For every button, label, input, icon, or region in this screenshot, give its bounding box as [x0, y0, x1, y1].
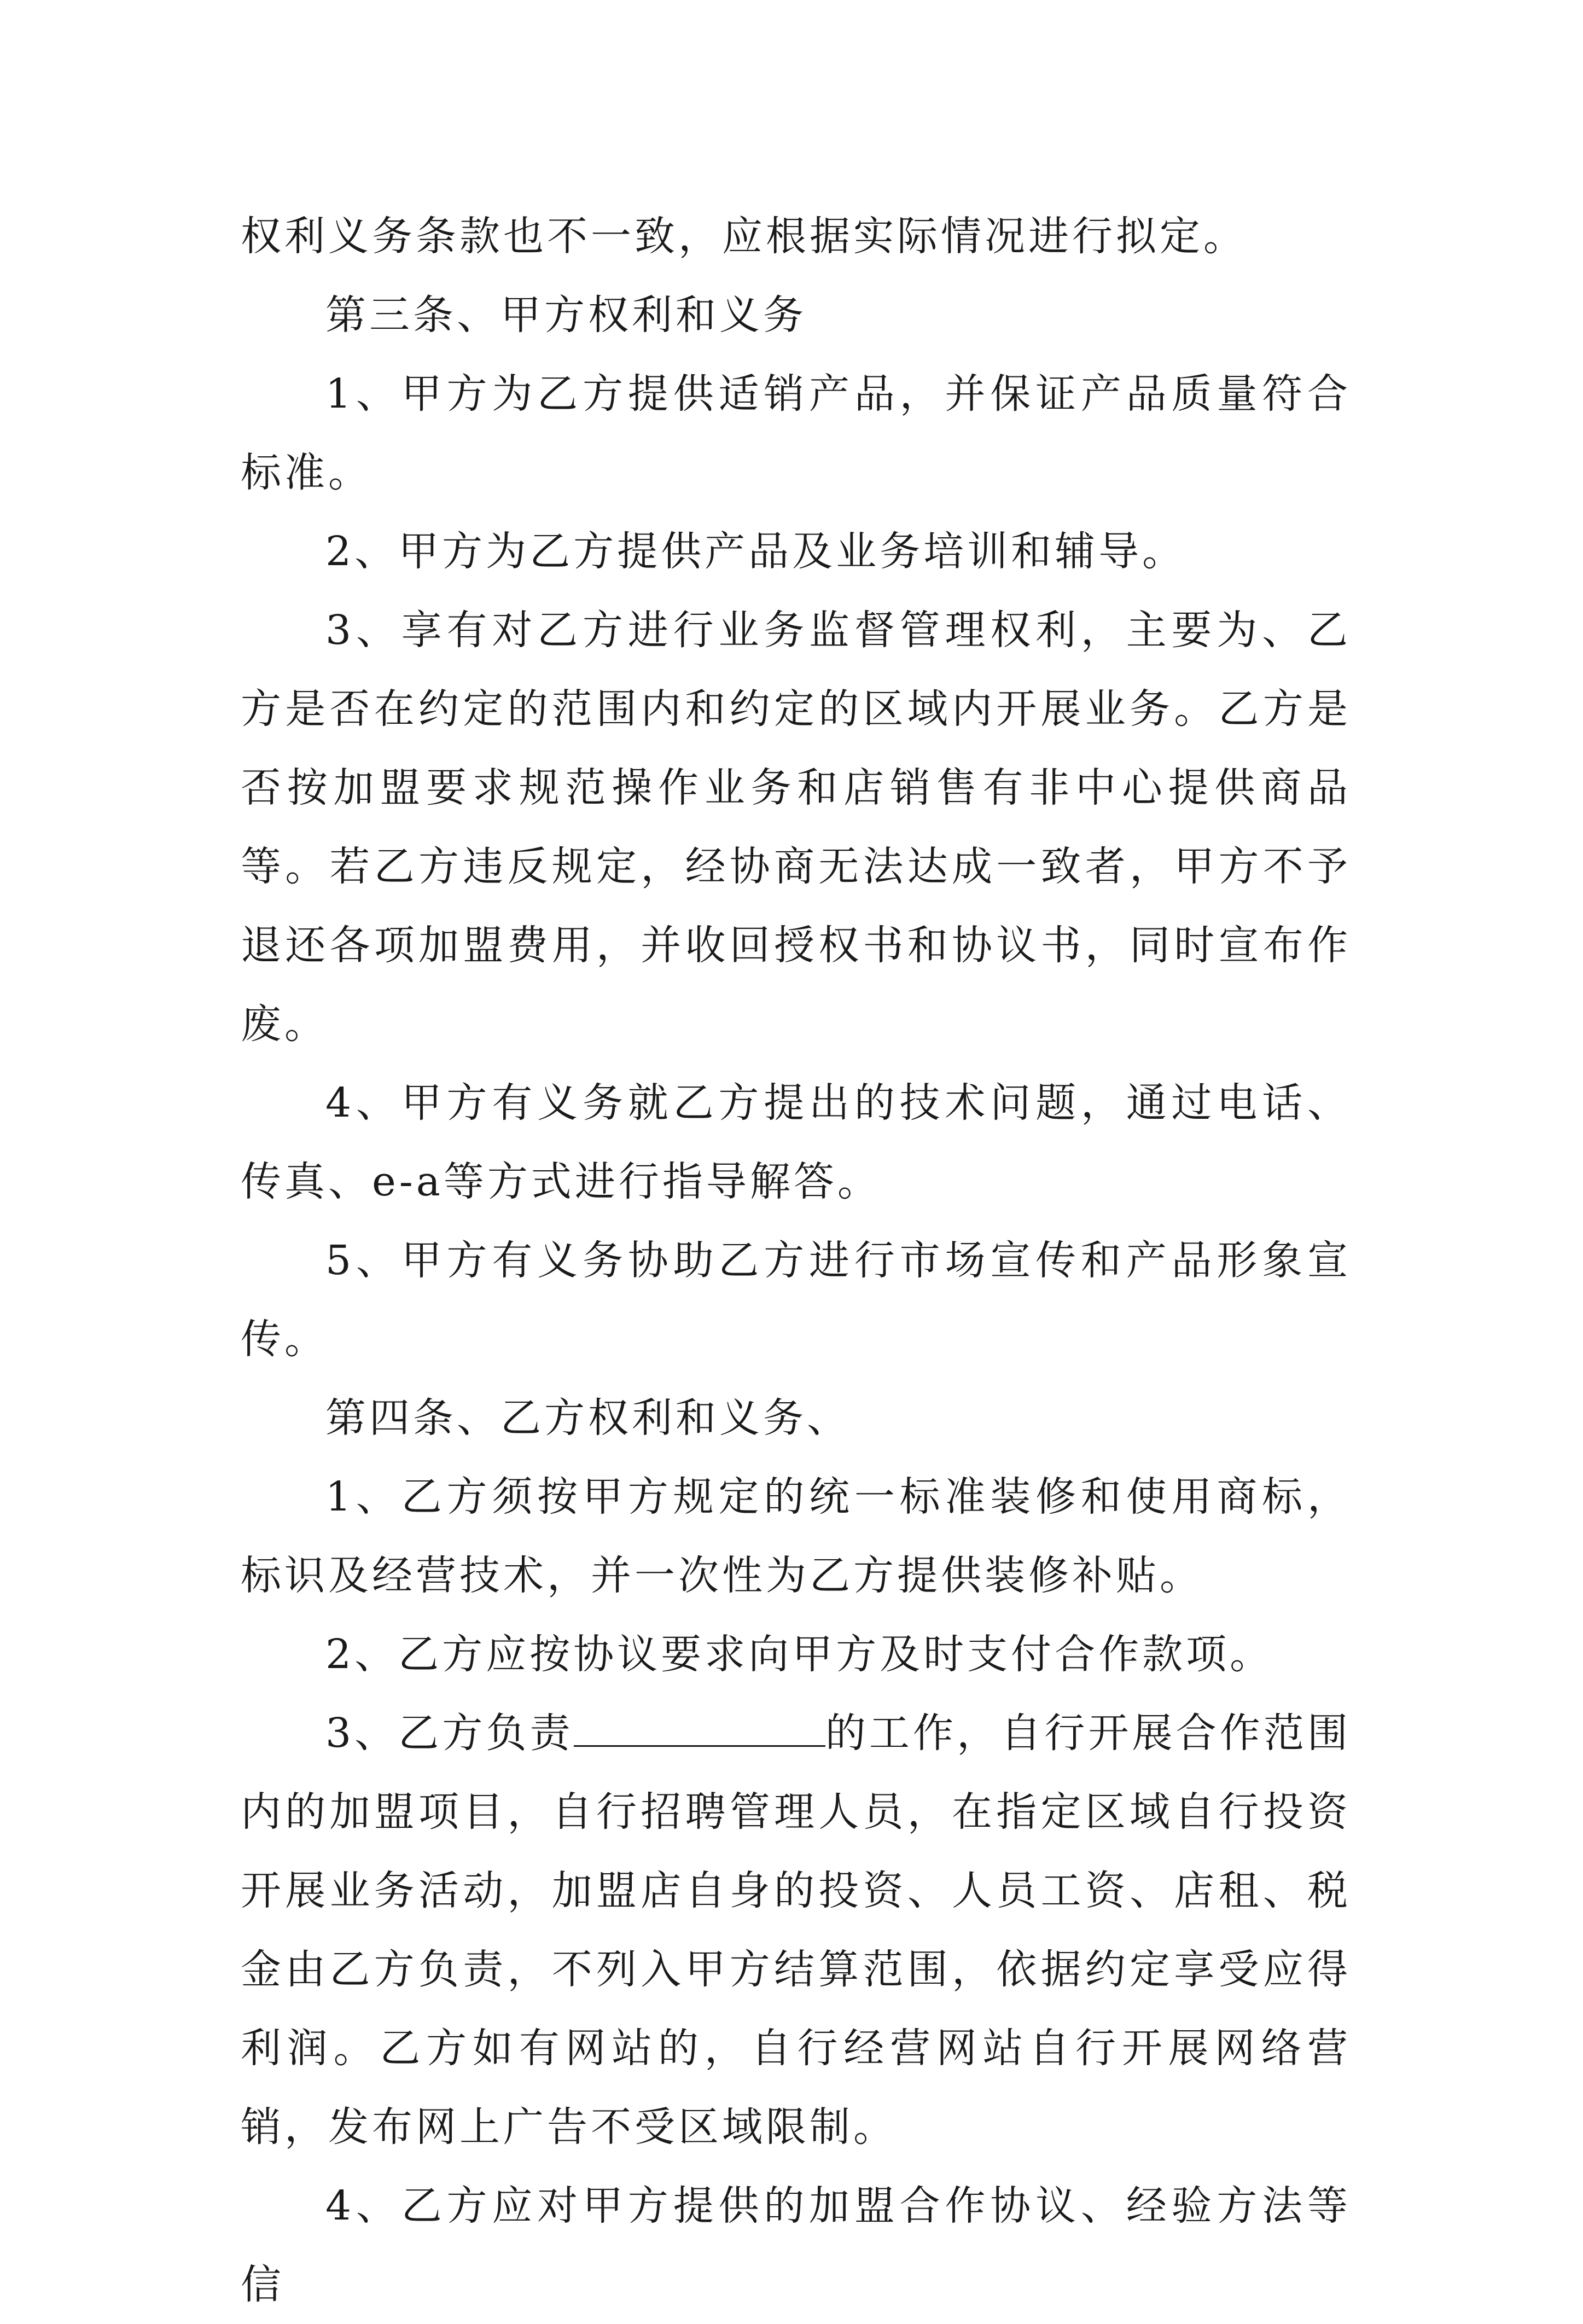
fill-in-blank-line [574, 1707, 825, 1747]
paragraph: 3、享有对乙方进行业务监督管理权利，主要为、乙方是否在约定的范围内和约定的区域内开展业务。乙方是否按加盟要求规范操作业务和店销售有非中心提供商品等。若乙方违反规定，经协商无法达成一致者，甲方不予退还各项加盟费用，并收回授权书和协议书，同时宣布作废。 [241, 607, 1351, 1048]
section-heading-4: 第四条、乙方权利和义务、 [325, 1395, 851, 1442]
paragraph-text-after-blank: 的工作，自行开展合作范围内的加盟项目，自行招聘管理人员，在指定区域自行投资开展业务活动，加盟店自身的投资、人员工资、店租、税金由乙方负责，不列入甲方结算范围，依据约定享受应得利润。乙方如有网站的，自行经营网站自行开展网络营销，发布网上广告不受区域限制。 [241, 1710, 1351, 2151]
paragraph: 2、甲方为乙方提供产品及业务培训和辅导。 [325, 528, 1186, 575]
paragraph: 4、甲方有义务就乙方提出的技术问题，通过电话、传真、e-a等方式进行指导解答。 [241, 1079, 1351, 1205]
paragraph: 2、乙方应按协议要求向甲方及时支付合作款项。 [325, 1631, 1274, 1678]
paragraph: 1、乙方须按甲方规定的统一标准装修和使用商标，标识及经营技术，并一次性为乙方提供装修补贴。 [241, 1473, 1351, 1599]
paragraph: 4、乙方应对甲方提供的加盟合作协议、经验方法等信 [241, 2182, 1351, 2308]
document-body [241, 197, 1351, 2324]
paragraph-with-blank [241, 1694, 1351, 2166]
paragraph: 5、甲方有义务协助乙方进行市场宣传和产品形象宣传。 [241, 1237, 1351, 1363]
paragraph: 1、甲方为乙方提供适销产品，并保证产品质量符合标准。 [241, 370, 1351, 496]
paragraph: 权利义务条款也不一致，应根据实际情况进行拟定。 [241, 213, 1247, 260]
section-heading-3: 第三条、甲方权利和义务 [325, 292, 807, 339]
paragraph-text-before-blank: 3、乙方负责 [325, 1710, 574, 1757]
